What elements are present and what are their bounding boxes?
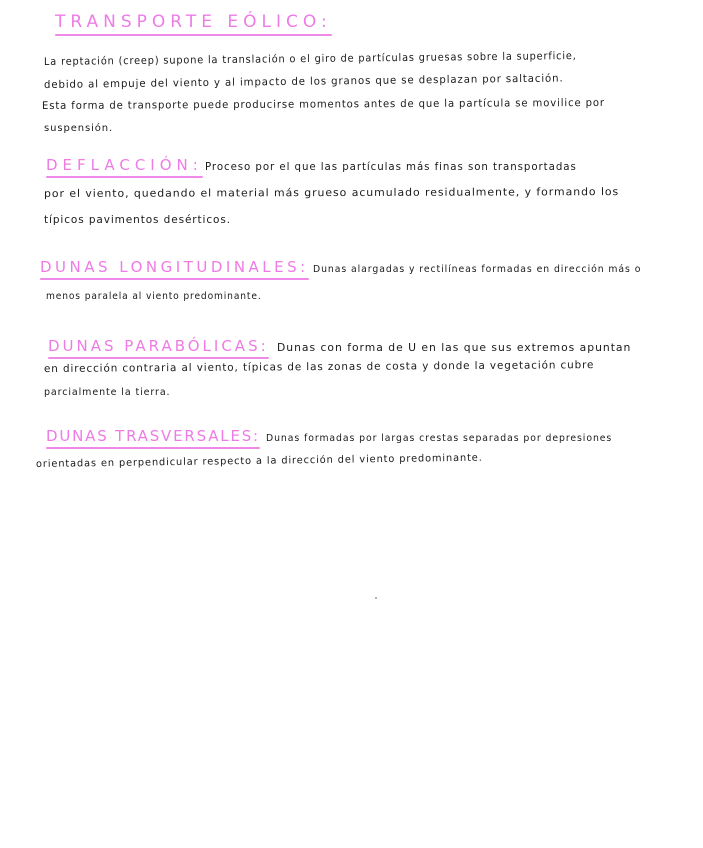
- intro-line-2: debido al empuje del viento y al impacto de los granos que se desplazan por saltación.: [43, 72, 564, 91]
- intro-line-1: La reptación (creep) supone la translación o el giro de partículas gruesas sobre la superficie,: [43, 50, 577, 68]
- parabolicas-line-1: [48, 337, 638, 355]
- deflaccion-line-3: típicos pavimentos desérticos.: [44, 214, 231, 226]
- ink-speck: [375, 597, 377, 599]
- longitudinales-line-1: [40, 258, 666, 276]
- deflaccion-line-1: [46, 156, 605, 174]
- longitudinales-line-2: menos paralela al viento predominante.: [46, 291, 262, 302]
- parabolicas-line-3: parcialmente la tierra.: [44, 387, 171, 398]
- parabolicas-heading: DUNAS PARABÓLICAS:: [48, 337, 269, 355]
- trasversales-line-1: [46, 427, 638, 445]
- parabolicas-line-2: en dirección contraria al viento, típicas de las zonas de costa y donde la vegetación cubre: [43, 359, 595, 375]
- longitudinales-definition-start: Dunas alargadas y rectilíneas formadas en dirección más o: [312, 264, 642, 275]
- trasversales-line-2: orientadas en perpendicular respecto a la dirección del viento predominante.: [35, 452, 483, 470]
- trasversales-heading: DUNAS TRASVERSALES:: [46, 427, 260, 445]
- deflaccion-definition-start: Proceso por el que las partículas más finas son transportadas: [205, 160, 577, 173]
- intro-line-4: suspensión.: [44, 123, 114, 134]
- trasversales-definition-start: Dunas formadas por largas crestas separadas por depresiones: [266, 433, 613, 444]
- intro-line-3: Esta forma de transporte puede producirse momentos antes de que la partícula se movilice por: [41, 96, 605, 112]
- longitudinales-heading: DUNAS LONGITUDINALES:: [40, 258, 309, 276]
- page-title: TRANSPORTE EÓLICO:: [55, 12, 332, 32]
- deflaccion-heading: DEFLACCIÓN:: [46, 156, 203, 174]
- page-title-line: [55, 12, 332, 32]
- parabolicas-definition-start: Dunas con forma de U en las que sus extremos apuntan: [276, 341, 632, 354]
- deflaccion-line-2: por el viento, quedando el material más grueso acumulado residualmente, y formando los: [43, 186, 620, 200]
